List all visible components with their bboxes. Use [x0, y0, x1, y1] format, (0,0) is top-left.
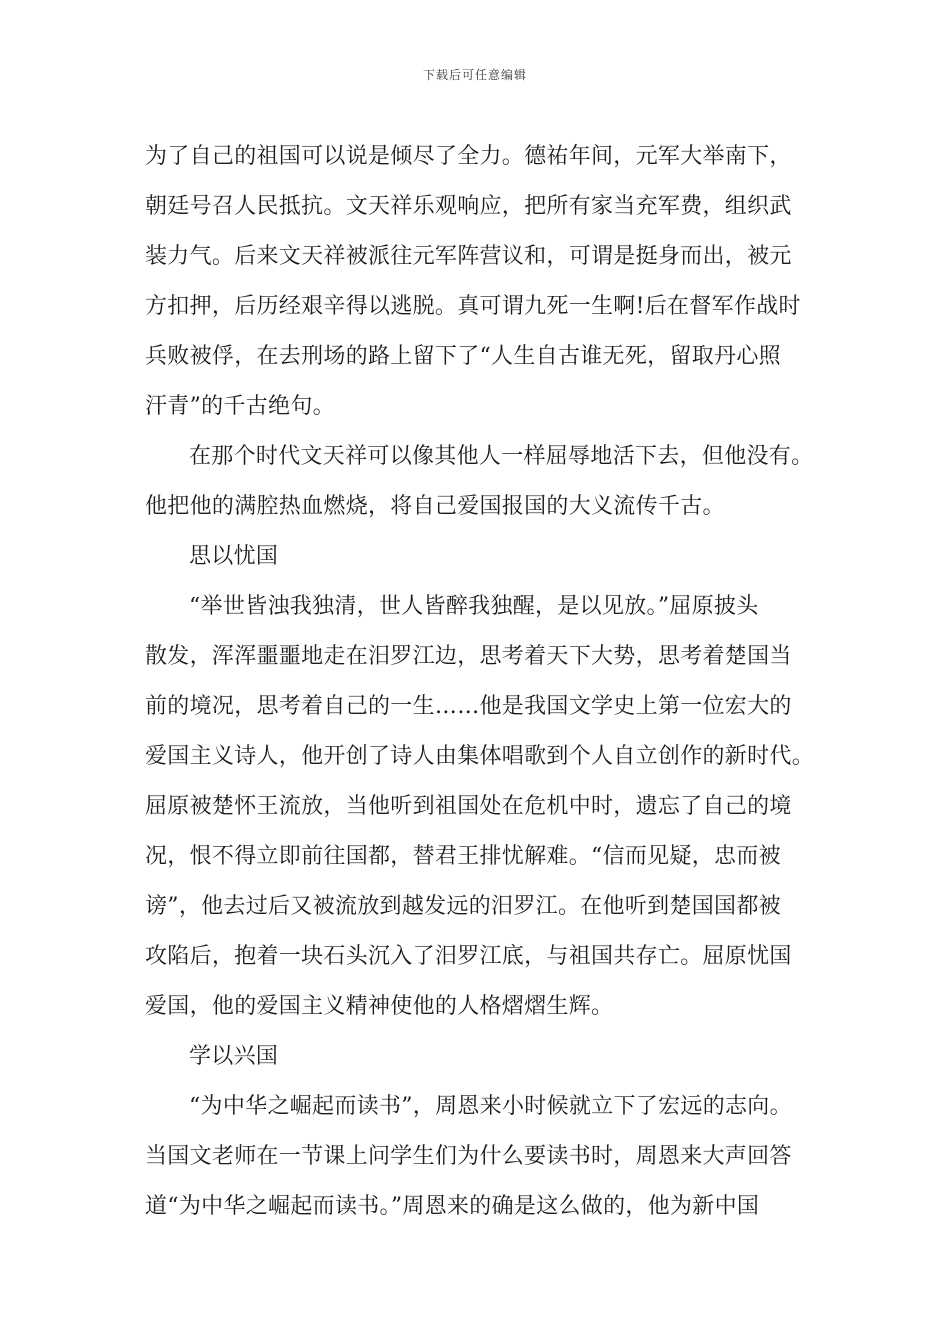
section-heading: 学以兴国 — [189, 1044, 279, 1069]
text-line: 装力气。后来文天祥被派往元军阵营议和，可谓是挺身而出，被元 — [145, 244, 792, 269]
text-line: 况，恨不得立即前往国都，替君王排忧解难。“信而见疑，忠而被 — [145, 844, 781, 869]
text-line: 当国文老师在一节课上问学生们为什么要读书时，周恩来大声回答 — [145, 1144, 792, 1169]
text-line: 方扣押，后历经艰辛得以逃脱。真可谓九死一生啊!后在督军作战时 — [145, 294, 801, 319]
text-line: 爱国，他的爱国主义精神使他的人格熠熠生辉。 — [145, 994, 614, 1019]
text-line: 前的境况，思考着自己的一生……他是我国文学史上第一位宏大的 — [145, 694, 792, 719]
paragraph-start: “为中华之崛起而读书”，周恩来小时候就立下了宏远的志向。 — [189, 1094, 792, 1119]
text-line: 为了自己的祖国可以说是倾尽了全力。德祐年间，元军大举南下， — [145, 144, 792, 169]
document-body — [145, 132, 815, 1232]
text-line: 散发，浑浑噩噩地走在汨罗江边，思考着天下大势，思考着楚国当 — [145, 644, 792, 669]
text-line: 攻陷后，抱着一块石头沉入了汨罗江底，与祖国共存亡。屈原忧国 — [145, 944, 792, 969]
text-line: 谤”，他去过后又被流放到越发远的汨罗江。在他听到楚国国都被 — [145, 894, 781, 919]
paragraph-start: 在那个时代文天祥可以像其他人一样屈辱地活下去，但他没有。 — [189, 444, 814, 469]
text-line: 爱国主义诗人，他开创了诗人由集体唱歌到个人自立创作的新时代。 — [145, 744, 815, 769]
text-line: 汗青”的千古绝句。 — [145, 394, 335, 419]
section-heading: 思以忧国 — [189, 544, 279, 569]
page-header: 下载后可任意编辑 — [422, 68, 527, 82]
paragraph-start: “举世皆浊我独清，世人皆醉我独醒，是以见放。”屈原披头 — [189, 594, 759, 619]
text-line: 兵败被俘，在去刑场的路上留下了“人生自古谁无死，留取丹心照 — [145, 344, 781, 369]
text-line: 朝廷号召人民抵抗。文天祥乐观响应，把所有家当充军费，组织武 — [145, 194, 792, 219]
text-line: 道“为中华之崛起而读书。”周恩来的确是这么做的，他为新中国 — [145, 1194, 760, 1219]
text-line: 屈原被楚怀王流放，当他听到祖国处在危机中时，遗忘了自己的境 — [145, 794, 792, 819]
text-line: 他把他的满腔热血燃烧，将自己爱国报国的大义流传千古。 — [145, 494, 725, 519]
